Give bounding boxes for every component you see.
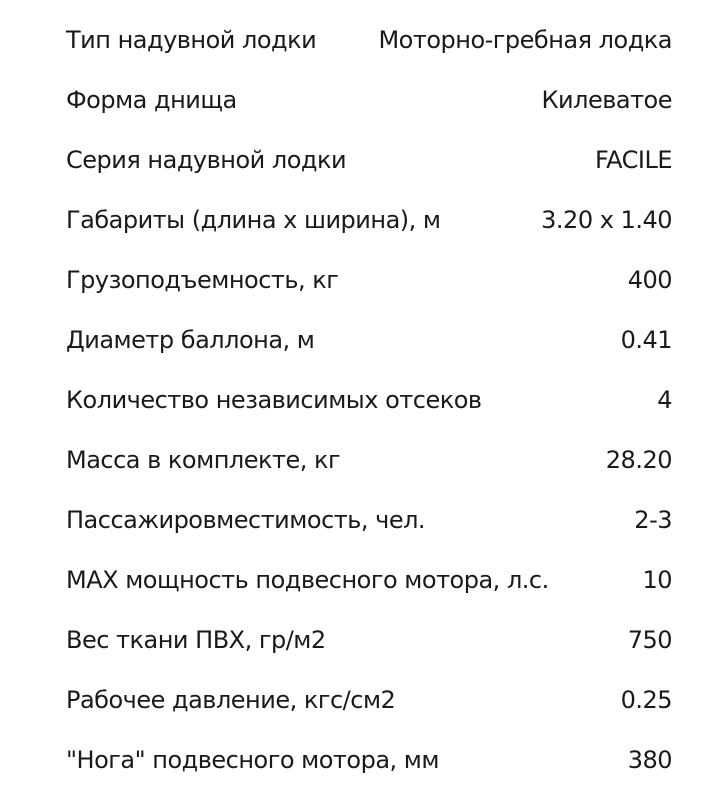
spec-row-series — [66, 130, 672, 190]
spec-value: Килеватое — [541, 86, 672, 114]
spec-row-max-power — [66, 550, 672, 610]
spec-value: 400 — [627, 266, 672, 294]
spec-row-motor-shaft — [66, 730, 672, 790]
spec-row-boat-type — [66, 10, 672, 70]
spec-value: Моторно-гребная лодка — [378, 26, 672, 54]
spec-value: 380 — [627, 746, 672, 774]
spec-label: Серия надувной лодки — [66, 146, 347, 174]
spec-label: Рабочее давление, кгс/см2 — [66, 686, 396, 714]
spec-label: Вес ткани ПВХ, гр/м2 — [66, 626, 326, 654]
spec-row-fabric-weight — [66, 610, 672, 670]
spec-label: Масса в комплекте, кг — [66, 446, 341, 474]
spec-value: 28.20 — [605, 446, 672, 474]
spec-value: 2-3 — [634, 506, 672, 534]
spec-row-dimensions — [66, 190, 672, 250]
spec-label: Пассажировместимость, чел. — [66, 506, 426, 534]
spec-value: 0.25 — [620, 686, 672, 714]
spec-row-tube-diameter — [66, 310, 672, 370]
spec-row-pressure — [66, 670, 672, 730]
spec-value: 3.20 x 1.40 — [541, 206, 672, 234]
spec-value: 10 — [642, 566, 672, 594]
spec-row-weight — [66, 430, 672, 490]
spec-row-capacity — [66, 250, 672, 310]
spec-value: 4 — [657, 386, 672, 414]
spec-row-compartments — [66, 370, 672, 430]
spec-label: Грузоподъемность, кг — [66, 266, 339, 294]
spec-label: "Нога" подвесного мотора, мм — [66, 746, 439, 774]
spec-label: Диаметр баллона, м — [66, 326, 315, 354]
spec-label: Количество независимых отсеков — [66, 386, 482, 414]
spec-value: FACILE — [595, 146, 672, 174]
spec-label: MAX мощность подвесного мотора, л.с. — [66, 566, 549, 594]
spec-value: 750 — [627, 626, 672, 654]
spec-value: 0.41 — [620, 326, 672, 354]
spec-row-hull-shape — [66, 70, 672, 130]
spec-row-passengers — [66, 490, 672, 550]
spec-label: Тип надувной лодки — [66, 26, 317, 54]
spec-table — [66, 10, 672, 790]
spec-label: Форма днища — [66, 86, 237, 114]
spec-label: Габариты (длина х ширина), м — [66, 206, 441, 234]
